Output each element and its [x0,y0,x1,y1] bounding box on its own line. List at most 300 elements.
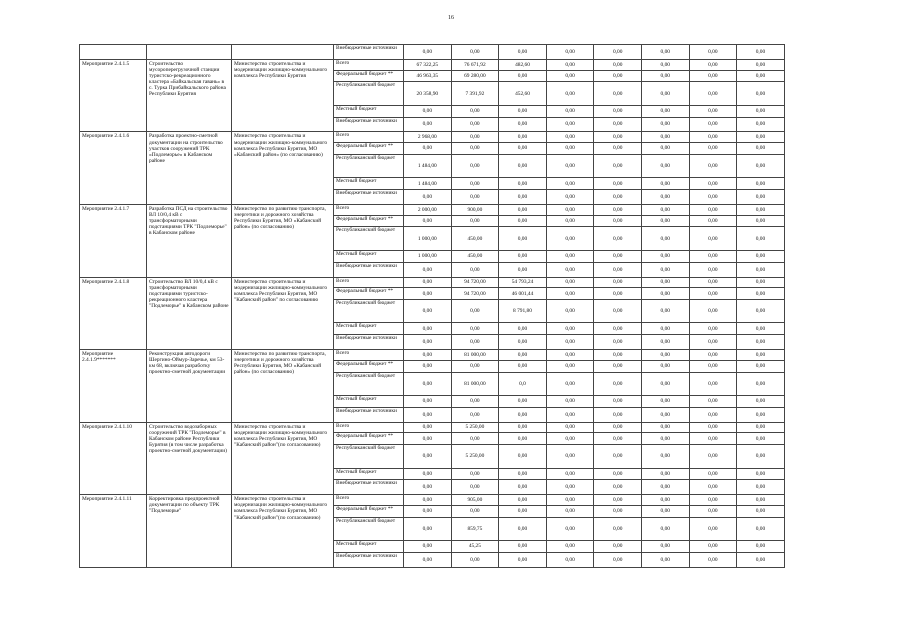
value-cell: 0,00 [451,178,499,190]
value-cell: 0,00 [737,350,785,361]
value-cell: 0,00 [404,468,452,480]
value-cell: 7 391,92 [451,82,499,105]
value-cell: 0,00 [641,407,689,422]
value-cell: 0,00 [689,70,737,82]
funding-source: Местный бюджет [334,396,404,408]
value-cell: 0,00 [594,299,642,322]
value-cell: 0,00 [499,350,547,361]
value-cell: 0,00 [546,468,594,480]
value-cell: 0,00 [546,250,594,262]
value-cell: 0,00 [689,205,737,216]
value-cell: 0,0 [499,372,547,395]
value-cell: 0,00 [499,505,547,517]
funding-source: Всего [334,59,404,70]
value-cell: 0,00 [451,105,499,117]
value-cell: 0,00 [641,480,689,495]
value-cell: 0,00 [404,552,452,567]
value-cell: 0,00 [546,495,594,506]
value-cell: 0,00 [689,360,737,372]
value-cell: 0,00 [499,132,547,143]
funding-source: Внебюджетные источники [334,335,404,350]
empty-cell [147,45,232,60]
value-cell: 94 720,00 [451,288,499,300]
value-cell: 0,00 [641,445,689,468]
value-cell: 0,00 [594,517,642,540]
value-cell: 0,00 [499,468,547,480]
value-cell: 0,00 [404,277,452,288]
value-cell: 0,00 [451,45,499,60]
value-cell: 0,00 [594,422,642,433]
page-number: 16 [448,15,454,21]
value-cell: 0,00 [499,70,547,82]
value-cell: 0,00 [451,143,499,155]
measure-name: Строительство водозаборных сооружений ТРК "Подлеморье" в Кабанском районе Республики Бурятия (в том числе разработка проектно-сметной документации) [147,422,232,495]
value-cell: 46 001,44 [499,288,547,300]
measure-name: Строительство ВЛ 10/0,4 кВ с трансформаторными подстанциями туристско-рекреационного кластера "Подлеморье" в Кабанском районе [147,277,232,350]
funding-source: Внебюджетные источники [334,45,404,60]
value-cell: 0,00 [689,250,737,262]
value-cell: 0,00 [499,360,547,372]
value-cell: 0,00 [546,505,594,517]
value-cell: 0,00 [641,143,689,155]
value-cell: 0,00 [404,105,452,117]
value-cell: 0,00 [546,541,594,553]
value-cell: 0,00 [737,143,785,155]
value-cell: 0,00 [641,468,689,480]
value-cell: 0,00 [737,323,785,335]
value-cell: 0,00 [451,505,499,517]
value-cell: 0,00 [499,396,547,408]
funding-source: Федеральный бюджет ** [334,505,404,517]
funding-source: Местный бюджет [334,541,404,553]
funding-source: Всего [334,132,404,143]
value-cell: 0,00 [737,227,785,250]
value-cell: 0,00 [594,433,642,445]
value-cell: 0,00 [641,299,689,322]
value-cell: 0,00 [594,105,642,117]
value-cell: 0,00 [737,360,785,372]
value-cell: 0,00 [641,350,689,361]
value-cell: 0,00 [641,323,689,335]
funding-source: Федеральный бюджет ** [334,288,404,300]
value-cell: 0,00 [594,360,642,372]
value-cell: 0,00 [546,480,594,495]
value-cell: 0,00 [546,205,594,216]
value-cell: 0,00 [546,190,594,205]
value-cell: 0,00 [594,82,642,105]
measure-executor: Министерство строительства и модернизации жилищно-коммунального комплекса Республики Бурятия, МО «Кабанский район» (по согласованию) [232,132,334,205]
value-cell: 0,00 [641,372,689,395]
value-cell: 0,00 [404,190,452,205]
value-cell: 0,00 [641,70,689,82]
measure-name: Строительство мусороперегрузочной станции туристско-рекреационного кластера «Байкальская гавань» в с. Турка Прибайкальского района Республики Бурятия [147,59,232,132]
value-cell: 0,00 [737,59,785,70]
value-cell: 0,00 [689,82,737,105]
value-cell: 0,00 [689,505,737,517]
value-cell: 0,00 [499,445,547,468]
value-cell: 0,00 [546,82,594,105]
value-cell: 0,00 [689,178,737,190]
empty-cell [80,45,147,60]
value-cell: 0,00 [689,288,737,300]
value-cell: 0,00 [594,323,642,335]
value-cell: 46 963,35 [404,70,452,82]
value-cell: 0,00 [546,59,594,70]
value-cell: 0,00 [404,350,452,361]
value-cell: 0,00 [641,105,689,117]
value-cell: 0,00 [594,70,642,82]
value-cell: 0,00 [641,277,689,288]
value-cell: 0,00 [546,422,594,433]
value-cell: 0,00 [689,105,737,117]
value-cell: 0,00 [499,117,547,132]
value-cell: 0,00 [641,360,689,372]
value-cell: 0,00 [737,117,785,132]
value-cell: 0,00 [404,407,452,422]
value-cell: 0,00 [499,143,547,155]
value-cell: 0,00 [451,407,499,422]
value-cell: 0,00 [737,205,785,216]
value-cell: 0,00 [404,517,452,540]
value-cell: 0,00 [546,227,594,250]
measure-code: Мероприятие 2.4.1.11 [80,495,147,568]
value-cell: 0,00 [737,407,785,422]
value-cell: 0,00 [499,552,547,567]
value-cell: 0,00 [689,154,737,177]
funding-source: Внебюджетные источники [334,117,404,132]
value-cell: 0,00 [689,396,737,408]
value-cell: 0,00 [594,468,642,480]
value-cell: 0,00 [689,495,737,506]
value-cell: 0,00 [737,468,785,480]
value-cell: 482,60 [499,59,547,70]
value-cell: 0,00 [546,117,594,132]
value-cell: 0,00 [641,422,689,433]
value-cell: 67 322,25 [404,59,452,70]
value-cell: 0,00 [689,323,737,335]
value-cell: 0,00 [594,59,642,70]
value-cell: 0,00 [737,262,785,277]
value-cell: 0,00 [546,445,594,468]
value-cell: 0,00 [641,433,689,445]
funding-source: Местный бюджет [334,468,404,480]
value-cell: 8 791,80 [499,299,547,322]
measure-executor: Министерство по развитию транспорта, энергетики и дорожного хозяйства Республики Бурятия, МО «Кабанский район» (по согласованию) [232,205,334,278]
value-cell: 0,00 [451,190,499,205]
measure-code: Мероприятие 2.4.1.5 [80,59,147,132]
value-cell: 0,00 [641,190,689,205]
value-cell: 0,00 [641,59,689,70]
funding-source: Внебюджетные источники [334,262,404,277]
value-cell: 0,00 [689,335,737,350]
funding-source: Местный бюджет [334,323,404,335]
value-cell: 0,00 [737,480,785,495]
value-cell: 0,00 [689,517,737,540]
value-cell: 0,00 [499,335,547,350]
value-cell: 0,00 [451,396,499,408]
value-cell: 0,00 [404,445,452,468]
value-cell: 0,00 [404,396,452,408]
value-cell: 0,00 [546,323,594,335]
funding-source: Республиканский бюджет [334,154,404,177]
value-cell: 1 484,00 [404,154,452,177]
funding-source: Всего [334,495,404,506]
value-cell: 0,00 [546,45,594,60]
value-cell: 0,00 [689,190,737,205]
value-cell: 0,00 [451,262,499,277]
measure-code: Мероприятие 2.4.1.7 [80,205,147,278]
value-cell: 0,00 [689,227,737,250]
value-cell: 0,00 [737,178,785,190]
value-cell: 0,00 [737,82,785,105]
funding-source: Республиканский бюджет [334,517,404,540]
value-cell: 0,00 [689,433,737,445]
value-cell: 450,00 [451,227,499,250]
value-cell: 0,00 [594,143,642,155]
value-cell: 0,00 [404,360,452,372]
value-cell: 0,00 [451,480,499,495]
value-cell: 0,00 [499,105,547,117]
value-cell: 0,00 [641,154,689,177]
value-cell: 0,00 [737,105,785,117]
value-cell: 0,00 [737,422,785,433]
funding-source: Местный бюджет [334,105,404,117]
funding-source: Всего [334,205,404,216]
measure-executor: Министерство строительства и модернизации жилищно-коммунального комплекса Республики Бурятия, МО "Кабанский район"(по согласованию) [232,495,334,568]
value-cell: 0,00 [641,552,689,567]
funding-source: Республиканский бюджет [334,445,404,468]
value-cell: 0,00 [546,335,594,350]
value-cell: 905,00 [451,495,499,506]
funding-source: Федеральный бюджет ** [334,215,404,227]
value-cell: 0,00 [594,178,642,190]
value-cell: 0,00 [689,299,737,322]
value-cell: 0,00 [546,132,594,143]
value-cell: 0,00 [594,288,642,300]
value-cell: 0,00 [689,143,737,155]
table-row [80,277,785,288]
value-cell: 0,00 [499,190,547,205]
value-cell: 54 793,24 [499,277,547,288]
value-cell: 0,00 [737,299,785,322]
value-cell: 0,00 [546,105,594,117]
value-cell: 0,00 [451,335,499,350]
value-cell: 20 358,90 [404,82,452,105]
table-row [80,350,785,361]
value-cell: 0,00 [594,372,642,395]
value-cell: 0,00 [737,277,785,288]
value-cell: 0,00 [546,143,594,155]
measure-executor: Министерство строительства и модернизации жилищно-коммунального комплекса Республики Бурятия, МО "Кабанский район"(по согласованию) [232,422,334,495]
funding-source: Внебюджетные источники [334,552,404,567]
value-cell: 0,00 [594,407,642,422]
funding-source: Федеральный бюджет ** [334,143,404,155]
value-cell: 0,00 [737,396,785,408]
value-cell: 452,60 [499,82,547,105]
value-cell: 0,00 [641,82,689,105]
value-cell: 0,00 [451,433,499,445]
table-row [80,132,785,143]
funding-source: Федеральный бюджет ** [334,70,404,82]
measure-code: Мероприятие 2.4.1.6 [80,132,147,205]
value-cell: 0,00 [594,480,642,495]
value-cell: 0,00 [546,288,594,300]
value-cell: 0,00 [404,262,452,277]
value-cell: 0,00 [737,154,785,177]
value-cell: 0,00 [499,178,547,190]
value-cell: 0,00 [546,372,594,395]
value-cell: 5 250,00 [451,422,499,433]
empty-cell [232,45,334,60]
value-cell: 0,00 [641,517,689,540]
value-cell: 69 280,00 [451,70,499,82]
value-cell: 0,00 [499,433,547,445]
value-cell: 0,00 [499,227,547,250]
value-cell: 0,00 [546,552,594,567]
value-cell: 0,00 [404,215,452,227]
value-cell: 0,00 [499,45,547,60]
value-cell: 900,00 [451,205,499,216]
funding-source: Республиканский бюджет [334,227,404,250]
value-cell: 0,00 [594,227,642,250]
value-cell: 0,00 [546,433,594,445]
value-cell: 0,00 [641,495,689,506]
value-cell: 859,75 [451,517,499,540]
value-cell: 0,00 [737,190,785,205]
table-row [80,205,785,216]
value-cell: 0,00 [594,495,642,506]
funding-source: Федеральный бюджет ** [334,433,404,445]
value-cell: 0,00 [689,480,737,495]
value-cell: 0,00 [451,117,499,132]
value-cell: 0,00 [546,299,594,322]
value-cell: 0,00 [641,45,689,60]
value-cell: 0,00 [689,541,737,553]
table-row [80,45,785,60]
value-cell: 0,00 [451,360,499,372]
value-cell: 1 000,00 [404,250,452,262]
value-cell: 0,00 [451,323,499,335]
measure-code: Мероприятие 2.4.1.8 [80,277,147,350]
value-cell: 0,00 [737,495,785,506]
value-cell: 0,00 [594,154,642,177]
value-cell: 0,00 [594,396,642,408]
value-cell: 0,00 [689,350,737,361]
value-cell: 0,00 [499,517,547,540]
value-cell: 0,00 [404,433,452,445]
measure-name: Реконструкция автодороги Шергино-Оймур-Заречье, км 53-км 68, включая разработку проектно-сметной документации [147,350,232,423]
funding-source: Республиканский бюджет [334,82,404,105]
value-cell: 0,00 [404,45,452,60]
value-cell: 0,00 [404,323,452,335]
value-cell: 45,25 [451,541,499,553]
value-cell: 0,00 [594,445,642,468]
value-cell: 0,00 [404,117,452,132]
value-cell: 0,00 [546,407,594,422]
value-cell: 0,00 [546,215,594,227]
value-cell: 0,00 [499,323,547,335]
value-cell: 0,00 [404,422,452,433]
value-cell: 81 000,00 [451,372,499,395]
value-cell: 76 671,92 [451,59,499,70]
value-cell: 0,00 [546,350,594,361]
value-cell: 0,00 [737,132,785,143]
value-cell: 0,00 [546,70,594,82]
value-cell: 81 000,00 [451,350,499,361]
value-cell: 0,00 [404,495,452,506]
value-cell: 0,00 [641,178,689,190]
value-cell: 0,00 [737,552,785,567]
value-cell: 1 484,00 [404,178,452,190]
value-cell: 0,00 [737,505,785,517]
value-cell: 0,00 [451,468,499,480]
value-cell: 0,00 [594,335,642,350]
value-cell: 0,00 [641,205,689,216]
value-cell: 0,00 [594,117,642,132]
budget-table [79,44,785,568]
value-cell: 0,00 [594,132,642,143]
value-cell: 0,00 [499,205,547,216]
value-cell: 0,00 [737,288,785,300]
funding-source: Всего [334,350,404,361]
funding-source: Федеральный бюджет ** [334,360,404,372]
value-cell: 0,00 [594,277,642,288]
value-cell: 0,00 [404,288,452,300]
measure-executor: Министерство строительства и модернизации жилищно-коммунального комплекса Республики Бурятия [232,59,334,132]
value-cell: 0,00 [404,299,452,322]
value-cell: 0,00 [689,132,737,143]
value-cell: 0,00 [641,396,689,408]
funding-source: Республиканский бюджет [334,299,404,322]
value-cell: 0,00 [641,215,689,227]
value-cell: 0,00 [689,45,737,60]
value-cell: 0,00 [689,422,737,433]
value-cell: 0,00 [689,59,737,70]
value-cell: 0,00 [594,205,642,216]
value-cell: 0,00 [546,396,594,408]
funding-source: Всего [334,422,404,433]
measure-executor: Министерство строительства и модернизации жилищно-коммунального комплекса Республики Бурятия, МО "Кабанский район" по согласованию [232,277,334,350]
value-cell: 0,00 [404,541,452,553]
value-cell: 0,00 [594,190,642,205]
measure-name: Корректировка предпроектной документации по объекту ТРК "Подлеморье" [147,495,232,568]
value-cell: 0,00 [404,335,452,350]
value-cell: 0,00 [404,143,452,155]
value-cell: 0,00 [546,262,594,277]
value-cell: 0,00 [499,495,547,506]
value-cell: 0,00 [737,70,785,82]
value-cell: 0,00 [737,215,785,227]
value-cell: 0,00 [641,541,689,553]
value-cell: 2 000,00 [404,205,452,216]
value-cell: 0,00 [451,154,499,177]
funding-source: Внебюджетные источники [334,480,404,495]
table-row [80,422,785,433]
value-cell: 0,00 [737,372,785,395]
value-cell: 0,00 [499,250,547,262]
funding-source: Местный бюджет [334,250,404,262]
measure-code: Мероприятие 2.4.1.10 [80,422,147,495]
value-cell: 0,00 [689,468,737,480]
value-cell: 0,00 [546,517,594,540]
value-cell: 0,00 [641,288,689,300]
value-cell: 0,00 [499,422,547,433]
value-cell: 0,00 [641,250,689,262]
value-cell: 0,00 [641,117,689,132]
value-cell: 0,00 [737,45,785,60]
value-cell: 94 720,00 [451,277,499,288]
value-cell: 0,00 [451,132,499,143]
